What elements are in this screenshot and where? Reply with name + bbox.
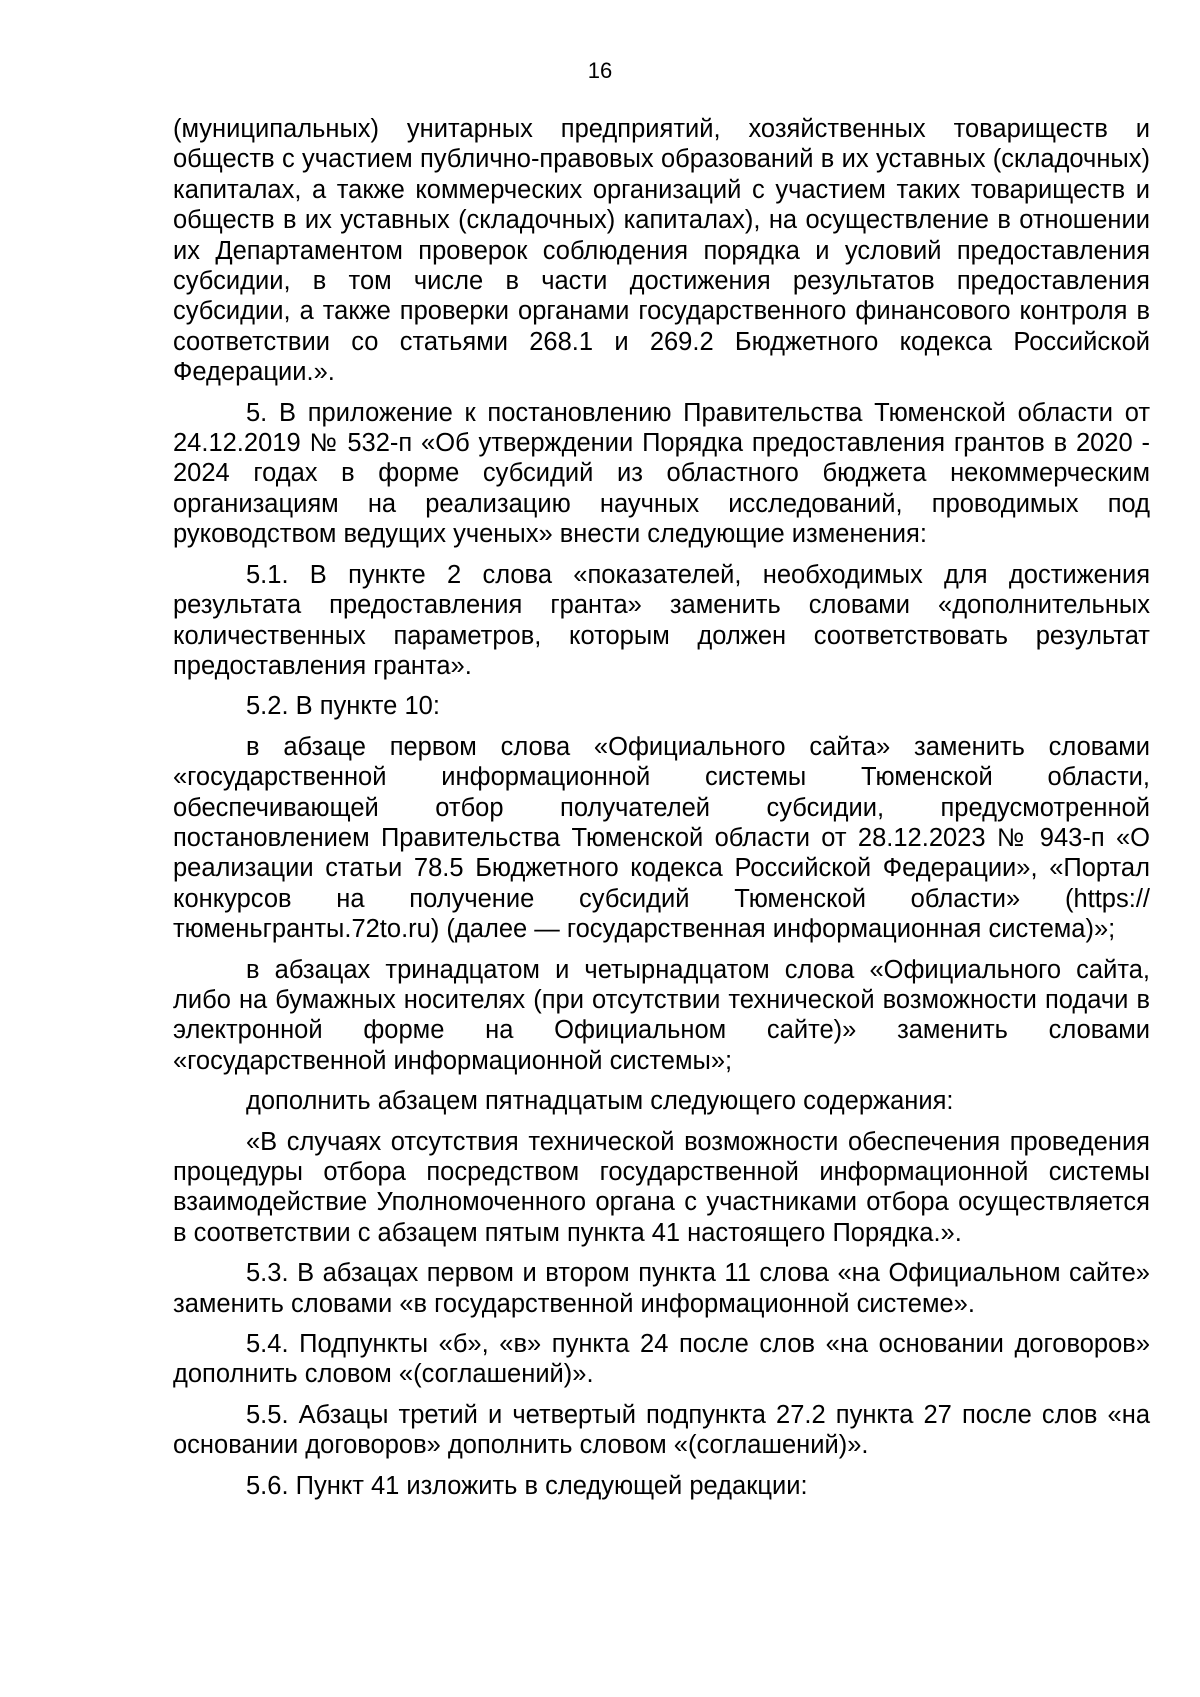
paragraph-item-5-4: 5.4. Подпункты «б», «в» пункта 24 после слов «на основании договоров» дополнить словом «(соглашений)». (173, 1330, 1150, 1389)
paragraph-continuation: (муниципальных) унитарных предприятий, хозяйственных товариществ и обществ с участием публично-правовых образований в их уставных (складочных) капиталах, а также коммерческих организаций с участием таких товариществ и обществ в их уставных (складочных) капиталах), на осуществление в отношении их Департаментом проверок соблюдения порядка и условий предоставления субсидии, в том числе в части достижения результатов предоставления субсидии, а также проверки органами государственного финансового контроля в соответствии со статьями 268.1 и 269.2 Бюджетного кодекса Российской Федерации.». (173, 115, 1150, 387)
paragraph-add-abzac-15: дополнить абзацем пятнадцатым следующего содержания: (246, 1087, 954, 1116)
paragraph-item-5-6: 5.6. Пункт 41 изложить в следующей редакции: (246, 1471, 808, 1500)
paragraph-item-5: 5. В приложение к постановлению Правительства Тюменской области от 24.12.2019 № 532-п «Об утверждении Порядка предоставления грантов в 2020 - 2024 годах в форме субсидий из областного бюджета некоммерческим организациям на реализацию научных исследований, проводимых под руководством ведущих ученых» внести следующие изменения: (173, 398, 1150, 549)
paragraph-item-5-2: 5.2. В пункте 10: (246, 692, 440, 721)
document-body (173, 114, 1150, 1511)
paragraph-item-5-5: 5.5. Абзацы третий и четвертый подпункта 27.2 пункта 27 после слов «на основании договоров» дополнить словом «(соглашений)». (173, 1400, 1150, 1460)
paragraph-abzac-13-14: в абзацах тринадцатом и четырнадцатом слова «Официального сайта, либо на бумажных носителях (при отсутствии технической возможности подачи в электронной форме на Официальном сайте)» заменить словами «государственной информационной системы»; (173, 955, 1150, 1075)
paragraph-item-5-1: 5.1. В пункте 2 слова «показателей, необходимых для достижения результата предоставления гранта» заменить словами «дополнительных количественных параметров, которым должен соответствовать результат предоставления гранта». (173, 560, 1150, 680)
paragraph-item-5-3: 5.3. В абзацах первом и втором пункта 11 слова «на Официальном сайте» заменить словами «в государственной информационной системе». (173, 1259, 1150, 1318)
paragraph-quoted-text: «В случаях отсутствия технической возможности обеспечения проведения процедуры отбора посредством государственной информационной системы взаимодействие Уполномоченного органа с участниками отбора осуществляется в соответствии с абзацем пятым пункта 41 настоящего Порядка.». (173, 1127, 1150, 1247)
paragraph-abzac-first: в абзаце первом слова «Официального сайта» заменить словами «государственной информационной системы Тюменской области, обеспечивающей отбор получателей субсидии, предусмотренной постановлением Правительства Тюменской области от 28.12.2023 № 943-п «О реализации статьи 78.5 Бюджетного кодекса Российской Федерации», «Портал конкурсов на получение субсидий Тюменской области» (https://тюменьгранты.72to.ru) (далее — государственная информационная система)»; (173, 732, 1150, 944)
page-number: 16 (587, 58, 613, 83)
